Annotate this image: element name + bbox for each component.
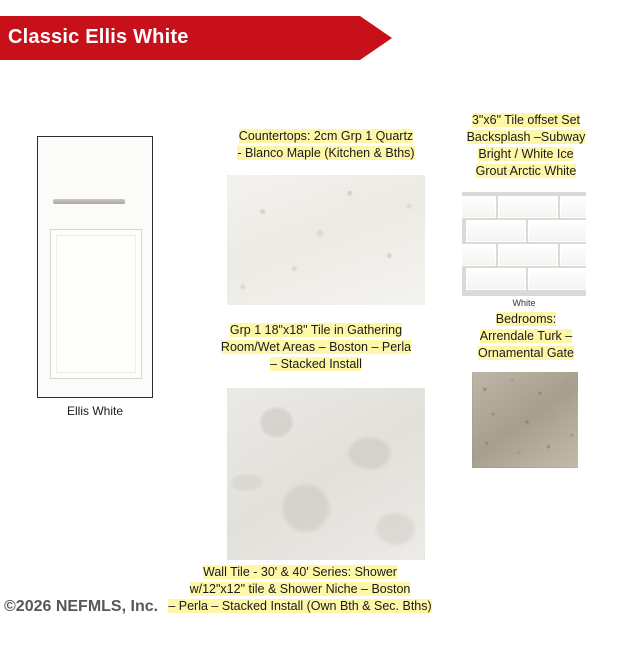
floor-tile-perla-swatch: [227, 388, 425, 560]
cabinet-door-swatch: [37, 136, 153, 398]
subway-brick: [462, 196, 496, 218]
countertop-caption: [212, 128, 440, 162]
copyright-watermark: ©2026 NEFMLS, Inc.: [4, 598, 159, 615]
subway-brick: [462, 244, 496, 266]
subway-brick: [498, 196, 558, 218]
backsplash-caption-line-3: Bright / White Ice: [478, 147, 574, 161]
countertop-caption-line-2: - Blanco Maple (Kitchen & Bths): [237, 146, 415, 160]
floor-tile-caption-line-2: Room/Wet Areas – Boston – Perla: [220, 340, 412, 354]
subway-brick: [528, 268, 586, 290]
floor-tile-caption-line-1: Grp 1 18"x18" Tile in Gathering: [229, 323, 403, 337]
wall-tile-caption: [144, 564, 456, 615]
cabinet-pull-handle: [53, 199, 125, 204]
subway-brick: [560, 196, 586, 218]
bedrooms-carpet-swatch: [472, 372, 578, 468]
subway-brick: [466, 268, 526, 290]
bedrooms-caption: [460, 311, 592, 362]
backsplash-caption-line-2: Backsplash –Subway: [466, 130, 586, 144]
banner-arrow-tip: [360, 16, 392, 60]
bedrooms-caption-line-3: Ornamental Gate: [478, 346, 574, 360]
countertop-caption-line-1: Countertops: 2cm Grp 1 Quartz: [238, 129, 414, 143]
floor-tile-caption-line-3: – Stacked Install: [270, 357, 362, 371]
wall-tile-caption-line-2: w/12"x12" tile & Shower Niche – Boston: [189, 582, 411, 596]
cabinet-label: Ellis White: [66, 404, 123, 418]
bedrooms-caption-line-1: Bedrooms:: [495, 312, 557, 326]
backsplash-subway-tile-swatch: [462, 192, 586, 296]
wall-tile-caption-line-1: Wall Tile - 30' & 40' Series: Shower: [203, 565, 397, 579]
subway-brick: [498, 244, 558, 266]
backsplash-caption-line-4: Grout Arctic White: [475, 164, 577, 178]
header-banner: [0, 16, 392, 60]
wall-tile-caption-line-3: – Perla – Stacked Install (Own Bth & Sec. Bths): [168, 599, 432, 613]
countertop-quartz-swatch: [227, 175, 425, 305]
backsplash-caption-line-1: 3"x6" Tile offset Set: [471, 113, 580, 127]
subway-brick: [466, 220, 526, 242]
page-title: Classic Ellis White: [8, 26, 189, 48]
subway-brick: [528, 220, 586, 242]
cabinet-recessed-panel: [50, 229, 142, 379]
backsplash-caption: [452, 112, 600, 180]
backsplash-tile-label: White: [512, 298, 536, 308]
floor-tile-caption: [196, 322, 436, 373]
subway-brick: [560, 244, 586, 266]
bedrooms-caption-line-2: Arrendale Turk –: [479, 329, 573, 343]
